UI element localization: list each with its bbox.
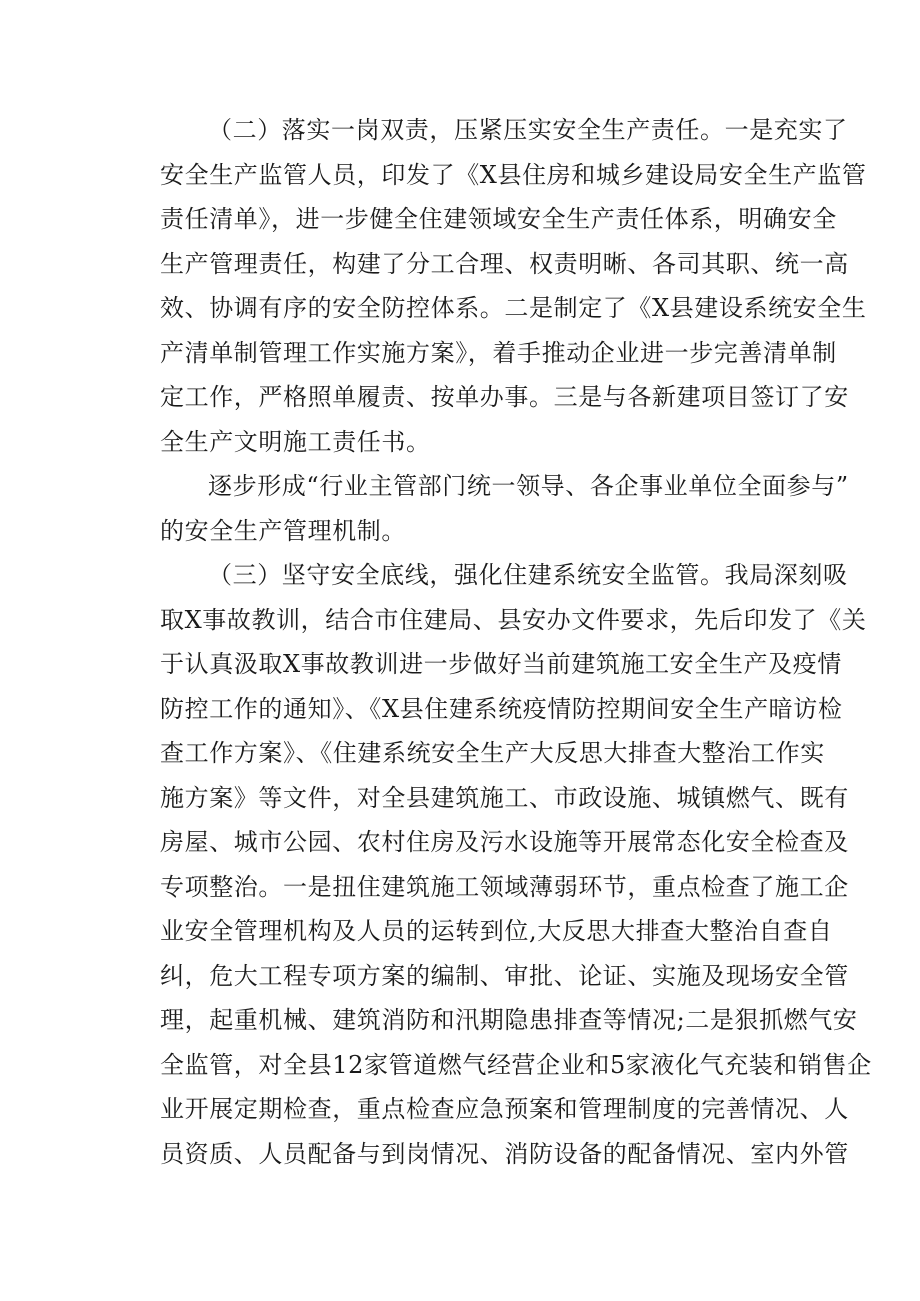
text-line: 全生产文明施工责任书。 [160, 427, 431, 456]
text-line: 施方案》等文件，对全县建筑施工、市政设施、城镇燃气、既有 [160, 783, 849, 812]
text-line: 逐步形成“行业主管部门统一领导、各企事业单位全面参与” [208, 472, 849, 500]
text-line: 业安全管理机构及人员的运转到位,大反思大排查大整治自查自 [160, 917, 833, 945]
text-line: 员资质、人员配备与到岗情况、消防设备的配备情况、室内外管 [160, 1139, 849, 1168]
text-line: 全监管，对全县12家管道燃气经营企业和5家液化气充装和销售企 [160, 1050, 872, 1079]
text-line: 安全生产监管人员，印发了《X县住房和城乡建设局安全生产监管 [160, 160, 867, 189]
text-line: 生产管理责任，构建了分工合理、权责明晰、各司其职、统一高 [160, 249, 849, 278]
text-line: （三）坚守安全底线，强化住建系统安全监管。我局深刻吸 [208, 561, 848, 589]
text-line: 责任清单》，进一步健全住建领域安全生产责任体系，明确安全 [160, 205, 837, 233]
document-body [160, 108, 872, 1176]
text-line: 于认真汲取X事故教训进一步做好当前建筑施工安全生产及疫情 [160, 650, 842, 678]
text-line: 理，起重机械、建筑消防和汛期隐患排查等情况;二是狠抓燃气安 [160, 1006, 858, 1034]
paragraph-responsibility [160, 108, 867, 464]
text-line: 取X事故教训，结合市住建局、县安办文件要求，先后印发了《关 [160, 605, 867, 634]
text-line: （二）落实一岗双责，压紧压实安全生产责任。一是充实了 [208, 116, 848, 144]
text-line: 的安全生产管理机制。 [160, 516, 406, 545]
paragraph-mechanism [160, 464, 849, 553]
text-line: 查工作方案》、《住建系统安全生产大反思大排查大整治工作实 [160, 739, 825, 767]
text-line: 专项整治。一是扭住建筑施工领域薄弱环节，重点检查了施工企 [160, 872, 849, 901]
text-line: 定工作，严格照单履责、按单办事。三是与各新建项目签订了安 [160, 383, 849, 411]
text-line: 房屋、城市公园、农村住房及污水设施等开展常态化安全检查及 [160, 828, 849, 856]
text-line: 效、协调有序的安全防控体系。二是制定了《X县建设系统安全生 [160, 294, 867, 322]
paragraph-safety-supervision [160, 553, 872, 1176]
text-line: 产清单制管理工作实施方案》，着手推动企业进一步完善清单制 [160, 338, 837, 367]
text-line: 纠，危大工程专项方案的编制、审批、论证、实施及现场安全管 [160, 961, 849, 990]
text-line: 防控工作的通知》、《X县住建系统疫情防控期间安全生产暗访检 [160, 694, 843, 723]
text-line: 业开展定期检查，重点检查应急预案和管理制度的完善情况、人 [160, 1095, 849, 1123]
